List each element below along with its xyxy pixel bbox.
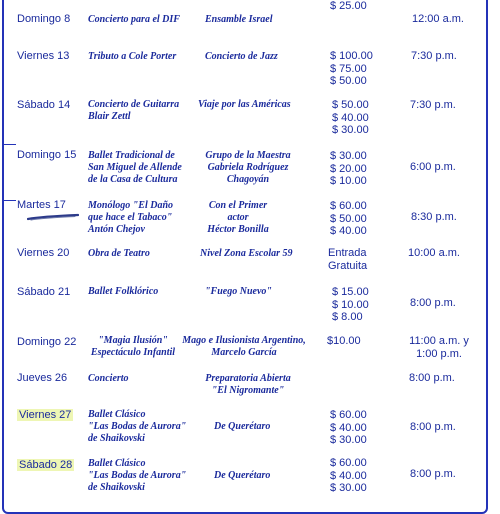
event-performer: Ensamble Israel bbox=[205, 14, 273, 25]
event-day: Sábado 21 bbox=[17, 286, 71, 298]
event-time: 8:00 p.m. bbox=[410, 297, 456, 309]
event-day: Sábado 28 bbox=[19, 459, 73, 471]
event-performer: Nivel Zona Escolar 59 bbox=[200, 248, 293, 259]
top-price: $ 25.00 bbox=[330, 0, 367, 12]
event-prices: $ 100.00 $ 75.00 $ 50.00 bbox=[330, 50, 373, 87]
event-day: Domingo 22 bbox=[17, 336, 77, 348]
event-performer: De Querétaro bbox=[214, 421, 271, 432]
event-performer: De Querétaro bbox=[214, 470, 271, 481]
event-performer: Con el Primer actor Héctor Bonilla bbox=[207, 200, 269, 235]
edge-tick bbox=[2, 144, 16, 145]
event-title: Concierto bbox=[88, 373, 129, 384]
event-title: Obra de Teatro bbox=[88, 248, 150, 259]
event-prices: $ 60.00 $ 40.00 $ 30.00 bbox=[330, 457, 367, 494]
pen-stroke-mark bbox=[27, 213, 79, 221]
event-time: 7:30 p.m. bbox=[410, 99, 456, 111]
event-time: 8:30 p.m. bbox=[411, 211, 457, 223]
event-day: Viernes 20 bbox=[17, 247, 70, 259]
event-day: Domingo 15 bbox=[17, 149, 77, 161]
event-title: Ballet Tradicional de San Miguel de Allende de la Casa de Cultura bbox=[88, 150, 182, 185]
event-day: Martes 17 bbox=[17, 199, 66, 211]
event-performer: Grupo de la Maestra Gabriela Rodríguez Chagoyán bbox=[205, 150, 291, 185]
event-prices: $10.00 bbox=[327, 335, 361, 347]
event-title: Tributo a Cole Porter bbox=[88, 51, 177, 62]
event-time: 8:00 p.m. bbox=[409, 372, 455, 384]
edge-tick bbox=[2, 200, 16, 201]
event-title: Ballet Clásico "Las Bodas de Aurora" de Shaikovski bbox=[88, 458, 187, 493]
event-title: Ballet Folklórico bbox=[88, 286, 159, 297]
event-day: Jueves 26 bbox=[17, 372, 68, 384]
event-prices: $ 60.00 $ 50.00 $ 40.00 bbox=[330, 200, 367, 237]
event-time: 6:00 p.m. bbox=[410, 161, 456, 173]
event-performer: "Fuego Nuevo" bbox=[205, 286, 272, 297]
event-performer: Preparatoria Abierta "El Nigromante" bbox=[205, 373, 291, 396]
event-day: Viernes 13 bbox=[17, 50, 70, 62]
event-prices: $ 60.00 $ 40.00 $ 30.00 bbox=[330, 409, 367, 446]
event-time: 12:00 a.m. bbox=[412, 13, 464, 25]
event-title: Ballet Clásico "Las Bodas de Aurora" de Shaikovski bbox=[88, 409, 187, 444]
event-title: "Magia Ilusión" Espectáculo Infantil bbox=[90, 335, 176, 358]
event-day: Domingo 8 bbox=[17, 13, 71, 25]
event-performer: Concierto de Jazz bbox=[205, 51, 278, 62]
event-performer: Viaje por las Américas bbox=[198, 99, 291, 110]
event-time: 8:00 p.m. bbox=[410, 421, 456, 433]
event-performer: Mago e Ilusionista Argentino, Marcelo García bbox=[182, 335, 306, 358]
event-day: Sábado 14 bbox=[17, 99, 71, 111]
event-time: 11:00 a.m. y 1:00 p.m. bbox=[409, 335, 469, 360]
event-title: Concierto para el DIF bbox=[88, 14, 180, 25]
event-title: Monólogo "El Daño que hace el Tabaco" Antón Chejov bbox=[88, 200, 174, 235]
event-time: 8:00 p.m. bbox=[410, 468, 456, 480]
event-time: 10:00 a.m. bbox=[408, 247, 460, 259]
event-day: Viernes 27 bbox=[19, 409, 72, 421]
event-prices: $ 15.00 $ 10.00 $ 8.00 bbox=[332, 286, 369, 323]
event-prices: Entrada Gratuita bbox=[328, 247, 368, 272]
event-prices: $ 30.00 $ 20.00 $ 10.00 bbox=[330, 150, 367, 187]
event-prices: $ 50.00 $ 40.00 $ 30.00 bbox=[332, 99, 369, 136]
event-title: Concierto de Guitarra Blair Zettl bbox=[88, 99, 180, 122]
event-time: 7:30 p.m. bbox=[411, 50, 457, 62]
